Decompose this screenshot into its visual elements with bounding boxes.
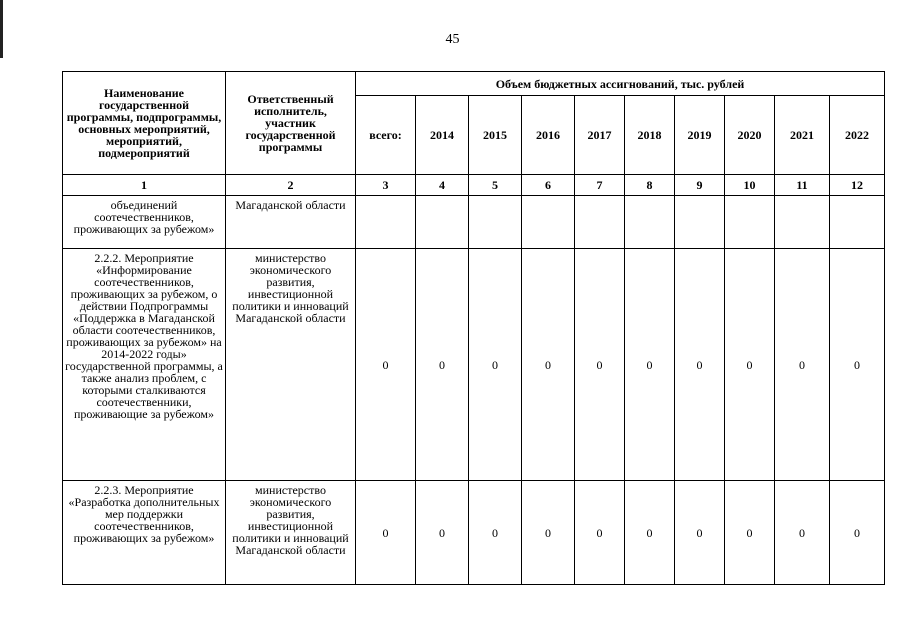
scan-edge (0, 0, 3, 58)
row-value: 0 (356, 249, 416, 481)
table-row (63, 481, 885, 585)
header-year: 2021 (775, 96, 830, 175)
header-total: всего: (356, 96, 416, 175)
page-number: 45 (445, 32, 460, 47)
row-name: 2.2.2. Мероприятие «Информирование соотечественников, проживающих за рубежом, о действии Подпрограммы «Поддержка в Магаданской области соотечественников, проживающих за рубежом» на 2014-2022 годы» государственной программы, а также анализ проблем, с которыми сталкиваются соотечественники, проживающие за рубежом» (63, 249, 226, 481)
header-year: 2015 (469, 96, 522, 175)
row-value (625, 196, 675, 249)
table-row (63, 249, 885, 481)
row-value (522, 196, 575, 249)
header-year: 2020 (725, 96, 775, 175)
row-name: объединений соотечественников, проживающих за рубежом» (63, 196, 226, 249)
row-value: 0 (575, 249, 625, 481)
header-year: 2017 (575, 96, 625, 175)
row-value (469, 196, 522, 249)
row-value (575, 196, 625, 249)
column-index: 6 (522, 175, 575, 196)
header-year: 2014 (416, 96, 469, 175)
column-index: 7 (575, 175, 625, 196)
row-responsible: министерство экономического развития, инвестиционной политики и инноваций Магаданской области (226, 481, 356, 585)
row-value: 0 (725, 249, 775, 481)
column-index: 10 (725, 175, 775, 196)
row-value (830, 196, 885, 249)
column-index: 12 (830, 175, 885, 196)
column-index: 8 (625, 175, 675, 196)
column-index: 3 (356, 175, 416, 196)
row-value: 0 (416, 481, 469, 585)
row-value: 0 (775, 249, 830, 481)
header-year: 2022 (830, 96, 885, 175)
row-value: 0 (625, 481, 675, 585)
budget-table (62, 71, 885, 585)
row-value (725, 196, 775, 249)
row-value: 0 (675, 249, 725, 481)
header-year: 2019 (675, 96, 725, 175)
row-value: 0 (469, 481, 522, 585)
row-value (356, 196, 416, 249)
column-index: 11 (775, 175, 830, 196)
column-index: 1 (63, 175, 226, 196)
header-year: 2018 (625, 96, 675, 175)
table-row (63, 196, 885, 249)
column-index: 5 (469, 175, 522, 196)
column-index: 2 (226, 175, 356, 196)
header-name-column: Наименование государственной программы, подпрограммы, основных мероприятий, мероприятий, подмероприятий (63, 72, 226, 175)
column-index: 4 (416, 175, 469, 196)
header-budget-title: Объем бюджетных ассигнований, тыс. рублей (356, 72, 885, 96)
row-value: 0 (575, 481, 625, 585)
row-name: 2.2.3. Мероприятие «Разработка дополнительных мер поддержки соотечественников, проживающих за рубежом» (63, 481, 226, 585)
row-value (416, 196, 469, 249)
row-value: 0 (356, 481, 416, 585)
row-value: 0 (522, 481, 575, 585)
row-value (675, 196, 725, 249)
header-year: 2016 (522, 96, 575, 175)
column-index: 9 (675, 175, 725, 196)
row-responsible: Магаданской области (226, 196, 356, 249)
row-value (775, 196, 830, 249)
row-value: 0 (775, 481, 830, 585)
row-value: 0 (522, 249, 575, 481)
row-value: 0 (469, 249, 522, 481)
row-responsible: министерство экономического развития, инвестиционной политики и инноваций Магаданской области (226, 249, 356, 481)
row-value: 0 (416, 249, 469, 481)
row-value: 0 (625, 249, 675, 481)
row-value: 0 (830, 481, 885, 585)
row-value: 0 (725, 481, 775, 585)
row-value: 0 (675, 481, 725, 585)
row-value: 0 (830, 249, 885, 481)
header-responsible-column: Ответственный исполнитель, участник государственной программы (226, 72, 356, 175)
